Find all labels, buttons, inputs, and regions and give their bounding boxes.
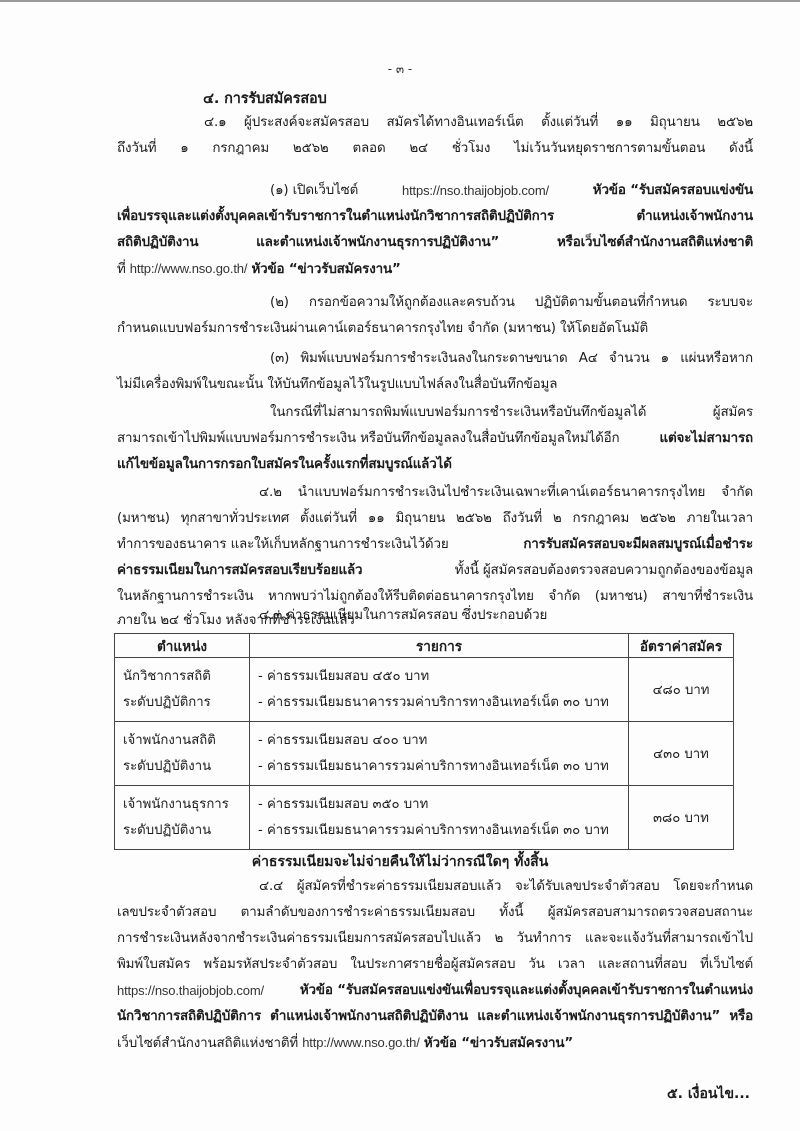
step2-line-1: (๒) กรอกข้อความให้ถูกต้องและครบถ้วน ปฏิบัติตามขั้นตอนที่กำหนด ระบบจะ (270, 295, 753, 310)
amount-cell: ๔๓๐ บาท (629, 722, 734, 786)
s42-line3-normal: ทำการของธนาคาร และให้เก็บหลักฐานการชำระเงินไว้ด้วย (117, 537, 449, 552)
step3-line-1: (๓) พิมพ์แบบฟอร์มการชำระเงินลงในกระดาษขนาด A๔ จำนวน ๑ แผ่นหรือหาก (270, 351, 753, 366)
s42-line4-bold: ค่าธรรมเนียมในการสมัครสอบเรียบร้อยแล้ว (117, 563, 363, 578)
exam-fee-item: - ค่าธรรมเนียมสอบ ๔๐๐ บาท (258, 732, 428, 748)
thaijobjob-link-2[interactable]: https://nso.thaijobjob.com/ (117, 983, 264, 998)
note-line2-normal: สามารถเข้าไปพิมพ์แบบฟอร์มการชำระเงิน หรือบันทึกข้อมูลลงในสื่อบันทึกข้อมูลใหม่ได้อีก (117, 431, 620, 446)
s44-line-4: พิมพ์ใบสมัคร พร้อมรหัสประจำตัวสอบ ในประกาศรายชื่อผู้สมัครสอบ วัน เวลา และสถานที่สอบ ที่เว็บไซต์ (117, 957, 753, 972)
s44-line5-suffix: หัวข้อ “รับสมัครสอบแข่งขันเพื่อบรรจุและแต่งตั้งบุคคลเข้ารับราชการในตำแหน่ง (299, 983, 753, 998)
step1-line-1 (270, 181, 753, 201)
position-cell (115, 722, 250, 786)
table-row (115, 658, 734, 722)
nso-link-2[interactable]: http://www.nso.go.th/ (302, 1035, 420, 1050)
bank-fee-item: - ค่าธรรมเนียมธนาคารรวมค่าบริการทางอินเทอร์เน็ต ๓๐ บาท (258, 758, 609, 774)
step1-line4-prefix: ที่ (117, 262, 126, 277)
table-row (115, 722, 734, 786)
header-position: ตำแหน่ง (115, 634, 250, 658)
position-level: ระดับปฏิบัติงาน (123, 822, 212, 838)
s41-line-1: ๔.๑ ผู้ประสงค์จะสมัครสอบ สมัครได้ทางอินเทอร์เน็ต ตั้งแต่วันที่ ๑๑ มิถุนายน ๒๕๖๒ (204, 115, 753, 130)
section-4-heading: ๔. การรับสมัครสอบ (203, 91, 327, 107)
s44-line-3: การชำระเงินหลังจากชำระเงินค่าธรรมเนียมการสมัครสอบไปแล้ว ๒ วันทำการ และจะแจ้งวันที่สามารถเข้าไป (117, 931, 753, 946)
s42-line-5: ในหลักฐานการชำระเงิน หากพบว่าไม่ถูกต้องให้รีบติดต่อธนาคารกรุงไทย จำกัด (มหาชน) สาขาที่ชำระเงิน (117, 589, 753, 604)
step1-line-4 (117, 259, 753, 280)
s42-line-1: ๔.๒ นำแบบฟอร์มการชำระเงินไปชำระเงินเฉพาะที่เคาน์เตอร์ธนาคารกรุงไทย จำกัด (259, 485, 753, 500)
note-line2-bold: แต่จะไม่สามารถ (659, 431, 753, 446)
s42-line3-bold: การรับสมัครสอบจะมีผลสมบูรณ์เมื่อชำระ (523, 537, 753, 552)
step1-line-2: เพื่อบรรจุและแต่งตั้งบุคคลเข้ารับราชการในตำแหน่งนักวิชาการสถิติปฏิบัติการ ตำแหน่งเจ้าพนักงาน (117, 209, 753, 224)
no-refund-notice: ค่าธรรมเนียมจะไม่จ่ายคืนให้ไม่ว่ากรณีใดๆ ทั้งสิ้น (251, 854, 549, 870)
page-number: - ๓ - (387, 62, 413, 76)
bank-fee-item: - ค่าธรรมเนียมธนาคารรวมค่าบริการทางอินเทอร์เน็ต ๓๐ บาท (258, 694, 609, 710)
s42-line-6: ภายใน ๒๔ ชั่วโมง หลังจากที่ชำระเงินแล้ว (117, 613, 355, 628)
amount-cell: ๔๘๐ บาท (629, 658, 734, 722)
position-cell (115, 658, 250, 722)
s44-line-6: นักวิชาการสถิติปฏิบัติการ ตำแหน่งเจ้าพนักงานสถิติปฏิบัติงาน และตำแหน่งเจ้าพนักงานธุรการปฏิบัติงาน” หรือ (117, 1009, 753, 1024)
position-level: ระดับปฏิบัติงาน (123, 758, 212, 774)
position-level: ระดับปฏิบัติการ (123, 694, 211, 710)
bank-fee-item: - ค่าธรรมเนียมธนาคารรวมค่าบริการทางอินเทอร์เน็ต ๓๐ บาท (258, 822, 609, 838)
note-line-3: แก้ไขข้อมูลในการกรอกใบสมัครในครั้งแรกที่สมบูรณ์แล้วได้ (117, 457, 452, 472)
s42-line-4 (117, 561, 753, 581)
position-title: เจ้าพนักงานสถิติ (123, 732, 216, 748)
s44-line7-suffix: หัวข้อ “ข่าวรับสมัครงาน” (423, 1036, 574, 1051)
header-items: รายการ (250, 634, 629, 658)
fee-table-header-row (115, 634, 734, 658)
exam-fee-item: - ค่าธรรมเนียมสอบ ๔๕๐ บาท (258, 668, 430, 684)
s44-line-5 (117, 981, 753, 1001)
s44-line-2: เลขประจำตัวสอบ ตามลำดับของการชำระค่าธรรมเนียมสอบ ทั้งนี้ ผู้สมัครสอบสามารถตรวจสอบสถานะ (117, 905, 753, 920)
s42-line-3 (117, 535, 753, 555)
s41-line-2: ถึงวันที่ ๑ กรกฎาคม ๒๕๖๒ ตลอด ๒๔ ชั่วโมง ไม่เว้นวันหยุดราชการตามขั้นตอน ดังนี้ (117, 141, 753, 156)
exam-fee-item: - ค่าธรรมเนียมสอบ ๓๕๐ บาท (258, 796, 429, 812)
step1-line-3: สถิติปฏิบัติงาน และตำแหน่งเจ้าพนักงานธุรการปฏิบัติงาน” หรือเว็บไซต์สำนักงานสถิติแห่งชาติ (117, 235, 753, 250)
position-title: นักวิชาการสถิติ (123, 668, 211, 684)
step1-prefix: (๑) เปิดเว็บไซต์ (270, 183, 359, 198)
step1-line4-suffix: หัวข้อ “ข่าวรับสมัครงาน” (251, 262, 401, 277)
s44-line7-prefix: เว็บไซต์สำนักงานสถิติแห่งชาติที่ (117, 1036, 299, 1051)
page-top-edge (0, 0, 800, 2)
step1-topic: หัวข้อ “รับสมัครสอบแข่งขัน (592, 183, 753, 198)
s42-line4-normal: ทั้งนี้ ผู้สมัครสอบต้องตรวจสอบความถูกต้องของข้อมูล (454, 563, 753, 578)
step3-line-2: ไม่มีเครื่องพิมพ์ในขณะนั้น ให้บันทึกข้อมูลไว้ในรูปแบบไฟล์ลงในสื่อบันทึกข้อมูล (117, 377, 558, 392)
next-section-heading: ๕. เงื่อนไข... (667, 1086, 750, 1102)
note-line-2 (117, 429, 753, 449)
header-fee: อัตราค่าสมัคร (629, 634, 734, 658)
items-cell (250, 658, 629, 722)
nso-link[interactable]: http://www.nso.go.th/ (129, 261, 248, 276)
s42-line-2: (มหาชน) ทุกสาขาทั่วประเทศ ตั้งแต่วันที่ ๑๑ มิถุนายน ๒๕๖๒ ถึงวันที่ ๒ กรกฎาคม ๒๕๖๒ ภายในเวลา (117, 511, 753, 526)
s44-line-1: ๔.๔ ผู้สมัครที่ชำระค่าธรรมเนียมสอบแล้ว จะได้รับเลขประจำตัวสอบ โดยจะกำหนด (259, 879, 753, 894)
s44-line-7 (117, 1033, 753, 1054)
items-cell (250, 786, 629, 850)
s43-intro: ๔.๓ ค่าธรรมเนียมในการสมัครสอบ ซึ่งประกอบด้วย (259, 608, 548, 623)
note-line-1: ในกรณีที่ไม่สามารถพิมพ์แบบฟอร์มการชำระเงินหรือบันทึกข้อมูลได้ ผู้สมัคร (270, 405, 753, 420)
position-title: เจ้าพนักงานธุรการ (123, 796, 229, 812)
fee-table (114, 633, 734, 850)
step2-line-2: กำหนดแบบฟอร์มการชำระเงินผ่านเคาน์เตอร์ธนาคารกรุงไทย จำกัด (มหาชน) ให้โดยอัตโนมัติ (117, 321, 649, 336)
amount-cell: ๓๘๐ บาท (629, 786, 734, 850)
items-cell (250, 722, 629, 786)
table-row (115, 786, 734, 850)
thaijobjob-link[interactable]: https://nso.thaijobjob.com/ (401, 183, 549, 198)
position-cell (115, 786, 250, 850)
